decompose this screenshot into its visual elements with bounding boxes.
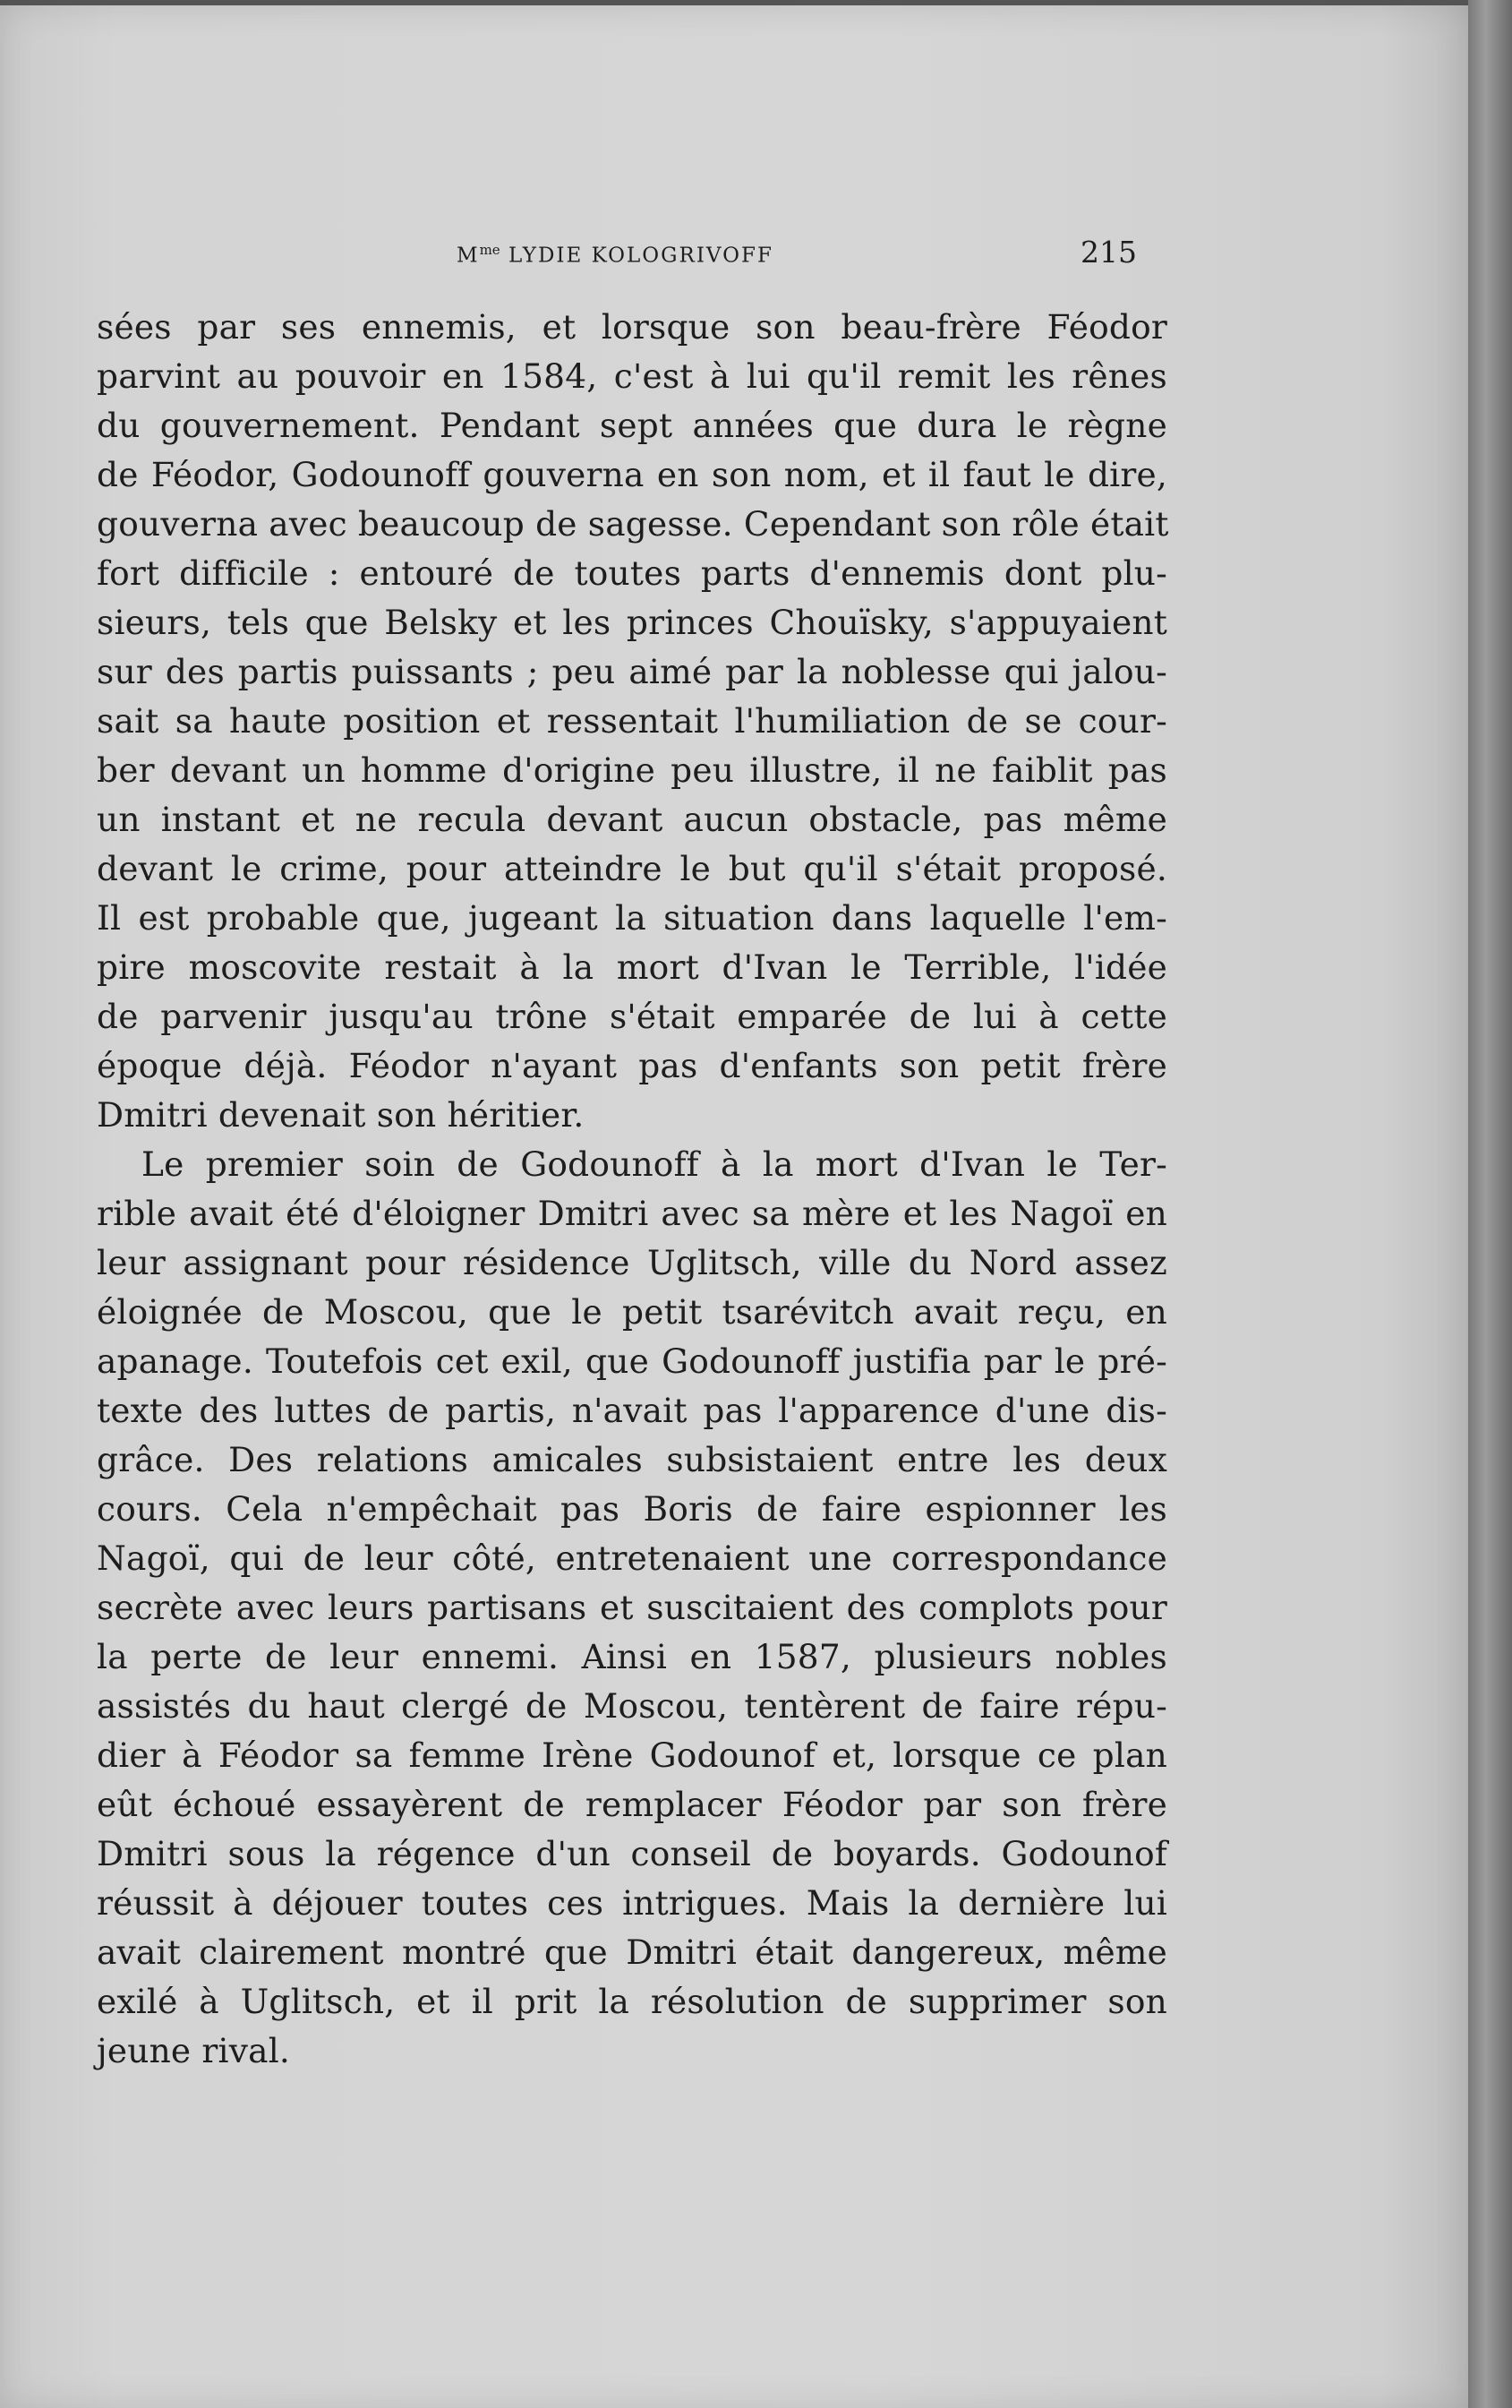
text-line: réussit à déjouer toutes ces intrigues. Mais la dernière lui bbox=[97, 1883, 1167, 1923]
author-prefix: M bbox=[457, 244, 480, 268]
author-sup: me bbox=[479, 242, 500, 258]
paragraph-first-line: Le premier soin de Godounoff à la mort d'Ivan le Ter- bbox=[141, 1144, 1167, 1184]
body-text bbox=[97, 303, 1167, 2076]
text-line: exilé à Uglitsch, et il prit la résolution de supprimer son bbox=[97, 1982, 1167, 2021]
text-line: sées par ses ennemis, et lorsque son beau-frère Féodor bbox=[97, 307, 1167, 347]
text-line: assistés du haut clergé de Moscou, tentèrent de faire répu- bbox=[97, 1686, 1167, 1726]
text-line: sur des partis puissants ; peu aimé par la noblesse qui jalou- bbox=[97, 652, 1167, 691]
text-line: de parvenir jusqu'au trône s'était emparée de lui à cette bbox=[97, 997, 1167, 1036]
text-line: fort difficile : entouré de toutes parts d'ennemis dont plu- bbox=[97, 553, 1167, 593]
paragraph-end-line: jeune rival. bbox=[97, 2031, 291, 2070]
text-line: cours. Cela n'empêchait pas Boris de faire espionner les bbox=[97, 1489, 1167, 1529]
text-line: leur assignant pour résidence Uglitsch, ville du Nord assez bbox=[97, 1243, 1167, 1282]
text-line: ber devant un homme d'origine peu illustre, il ne faiblit pas bbox=[97, 750, 1167, 790]
running-header bbox=[457, 235, 1137, 270]
text-line: époque déjà. Féodor n'ayant pas d'enfants son petit frère bbox=[97, 1046, 1167, 1085]
running-head-author bbox=[457, 242, 773, 268]
text-line: rible avait été d'éloigner Dmitri avec sa mère et les Nagoï en bbox=[97, 1194, 1167, 1233]
text-line: éloignée de Moscou, que le petit tsarévitch avait reçu, en bbox=[97, 1292, 1167, 1332]
text-line: Il est probable que, jugeant la situation dans laquelle l'em- bbox=[97, 898, 1167, 938]
text-line: pire moscovite restait à la mort d'Ivan le Terrible, l'idée bbox=[97, 947, 1167, 987]
text-line: sieurs, tels que Belsky et les princes Chouïsky, s'appuyaient bbox=[97, 603, 1167, 642]
text-line: gouverna avec beaucoup de sagesse. Cependant son rôle était bbox=[97, 504, 1169, 544]
paragraph-end-line: Dmitri devenait son héritier. bbox=[97, 1095, 585, 1135]
text-line: secrète avec leurs partisans et suscitaient des complots pour bbox=[97, 1588, 1167, 1627]
text-line: de Féodor, Godounoff gouverna en son nom, et il faut le dire, bbox=[97, 455, 1167, 494]
text-line: la perte de leur ennemi. Ainsi en 1587, plusieurs nobles bbox=[97, 1637, 1167, 1676]
page-edge-shadow bbox=[1468, 0, 1512, 2408]
text-line: sait sa haute position et ressentait l'humiliation de se cour- bbox=[97, 701, 1167, 741]
text-line: eût échoué essayèrent de remplacer Féodor par son frère bbox=[97, 1785, 1167, 1824]
text-line: avait clairement montré que Dmitri était dangereux, même bbox=[97, 1932, 1167, 1972]
text-line: Nagoï, qui de leur côté, entretenaient une correspondance bbox=[97, 1538, 1167, 1578]
text-line: dier à Féodor sa femme Irène Godounof et, lorsque ce plan bbox=[97, 1735, 1167, 1775]
text-line: grâce. Des relations amicales subsistaient entre les deux bbox=[97, 1440, 1167, 1479]
text-line: devant le crime, pour atteindre le but qu'il s'était proposé. bbox=[97, 849, 1167, 888]
text-line: un instant et ne recula devant aucun obstacle, pas même bbox=[97, 800, 1167, 839]
text-line: texte des luttes de partis, n'avait pas l'apparence d'une dis- bbox=[97, 1391, 1167, 1430]
text-line: parvint au pouvoir en 1584, c'est à lui qu'il remit les rênes bbox=[97, 356, 1167, 396]
text-line: du gouvernement. Pendant sept années que dura le règne bbox=[97, 406, 1167, 445]
page-number: 215 bbox=[1081, 235, 1137, 270]
author-name: LYDIE KOLOGRIVOFF bbox=[500, 244, 773, 268]
text-line: apanage. Toutefois cet exil, que Godounoff justifia par le pré- bbox=[97, 1341, 1167, 1381]
text-line: Dmitri sous la régence d'un conseil de boyards. Godounof bbox=[97, 1834, 1167, 1873]
